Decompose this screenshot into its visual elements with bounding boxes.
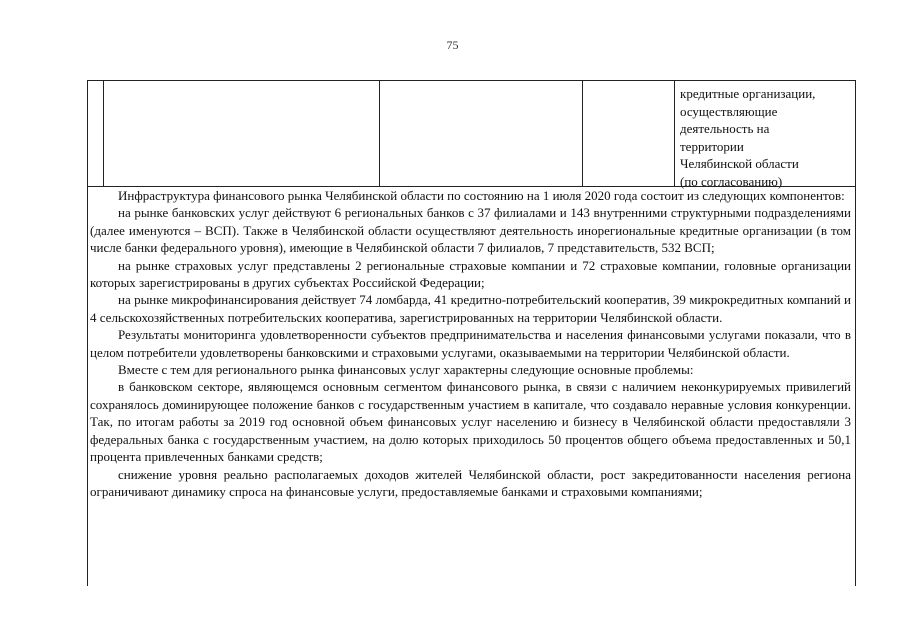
table-column-divider [582,81,583,186]
paragraph-banking: на рынке банковских услуг действуют 6 региональных банков с 37 филиалами и 143 внутренними структурными подразделениями (далее именуются – ВСП). Также в Челябинской области осуществляют деятельность инорегиональные кредитные организации (в том числе банки федерального уровня), имеющие в Челябинской области 7 филиалов, 7 представительств, 532 ВСП; [90,205,851,256]
cell-line: деятельность на [680,121,770,136]
page-number: 75 [446,38,459,52]
paragraph-problems-intro: Вместе с тем для регионального рынка финансовых услуг характерны следующие основные проблемы: [118,362,694,378]
paragraph-insurance: на рынке страховых услуг представлены 2 региональные страховые компании и 72 страховые компании, головные организации которых зарегистрированы в других субъектах Российской Федерации; [90,257,851,291]
cell-line: кредитные организации, [680,86,816,101]
table-column-divider [379,81,380,186]
table-continuation [87,80,856,189]
paragraph-microfinance: на рынке микрофинансирования действует 74 ломбарда, 41 кредитно-потребительский кооператив, 39 микрокредитных компаний и 4 сельскохозяйственных потребительских кооператива, зарегистрированных на территории Челябинской области. [90,292,851,325]
table-cell-participants [680,85,850,190]
document-body [87,186,856,586]
table-column-divider [674,81,675,186]
paragraph-monitoring: Результаты мониторинга удовлетворенности субъектов предпринимательства и населения финансовыми услугами показали, что в целом потребители удовлетворены банковскими и страховыми услугами, оказываемыми на территории Челябинской области. [90,327,851,360]
cell-line: осуществляющие [680,103,778,119]
paragraph-banking-sector: в банковском секторе, являющемся основным сегментом финансового рынка, в связи с наличием неконкурируемых привилегий сохранялось доминирующее положение банков с государственным участием в капитале, что создавало неравные условия конкуренции. Так, по итогам работы за 2019 год основной объем финансовых услуг населению и бизнесу в Челябинской области предоставляли 3 федеральных банка с государственным участием, на долю которых приходилось 50 процентов общего объема предоставленных и 50,1 процента привлеченных банками средств; [90,379,851,465]
cell-line: (по согласованию) [680,173,783,189]
paragraph-infrastructure: Инфраструктура финансового рынка Челябинской области по состоянию на 1 июля 2020 года состоит из следующих компонентов: [118,188,845,203]
table-column-divider [103,81,104,186]
cell-line: территории [680,138,744,154]
cell-line: Челябинской области [680,156,799,171]
paragraph-income-decline: снижение уровня реально располагаемых доходов жителей Челябинской области, рост закредитованности населения региона ограничивают динамику спроса на финансовые услуги, предоставляемые банками и страховыми компаниями; [90,466,851,499]
